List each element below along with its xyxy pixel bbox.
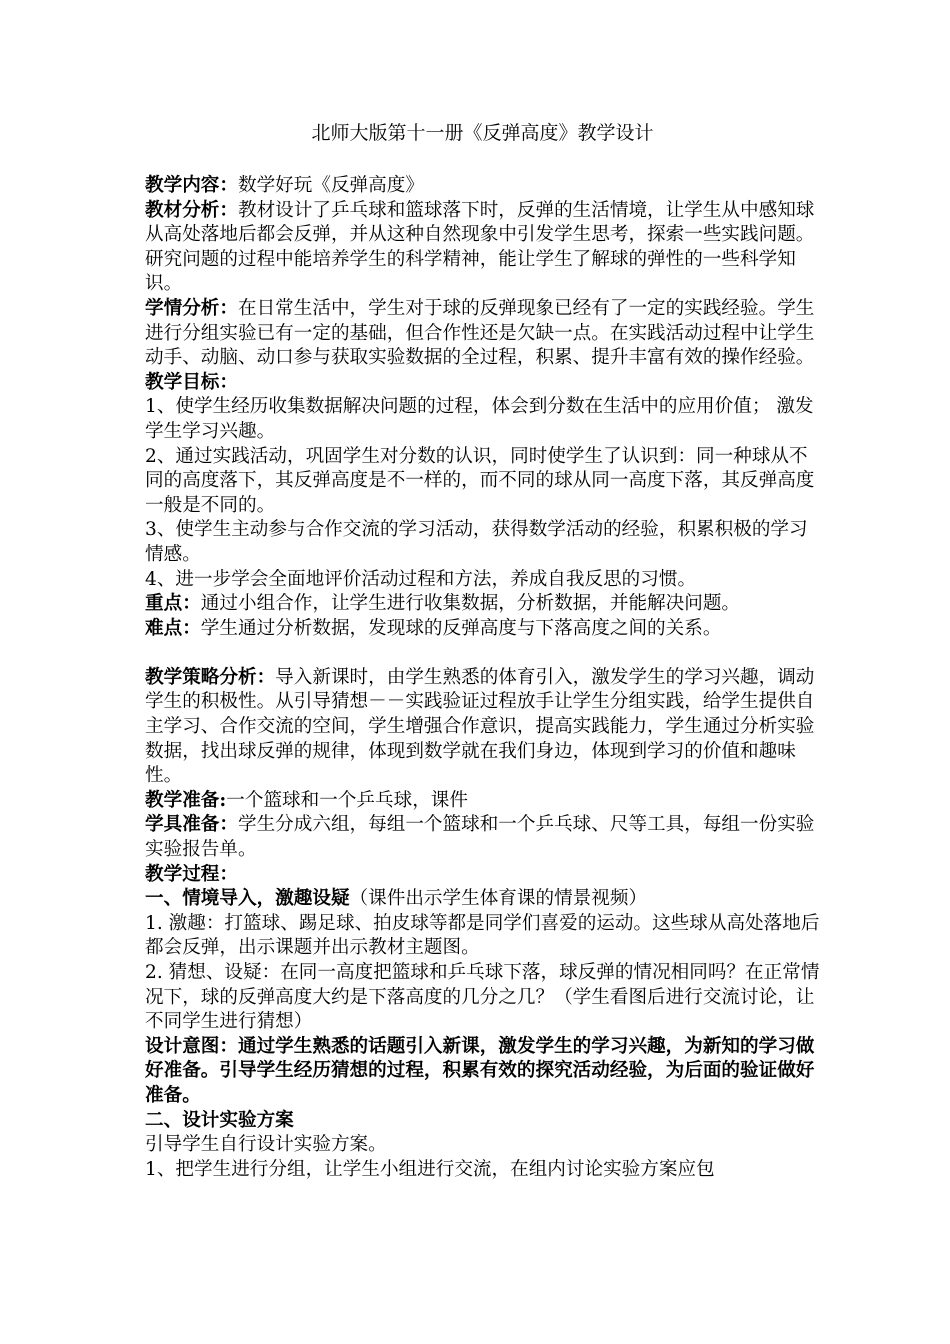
- teaching-process-heading: [145, 863, 820, 888]
- step-2-paragraph: 2. 猜想、设疑：在同一高度把篮球和乒乓球下落，球反弹的情况相同吗？在正常情况下，球的反弹高度大约是下落高度的几分之几？（学生看图后进行交流讨论，让不同学生进行猜想）: [145, 962, 820, 1033]
- teaching-content-paragraph: [145, 174, 820, 199]
- section-2-intro: 引导学生自行设计实验方案。: [145, 1134, 387, 1156]
- document-title: 北师大版第十一册《反弹高度》教学设计: [311, 122, 654, 144]
- section-1-label: 一、情境导入，激趣设疑: [145, 888, 350, 910]
- section-1-note: （课件出示学生体育课的情景视频）: [349, 888, 648, 910]
- document-body: [145, 174, 820, 1182]
- difficulty-text: 学生通过分析数据，发现球的反弹高度与下落高度之间的关系。: [200, 617, 722, 639]
- teaching-content-label: 教学内容：: [145, 175, 238, 196]
- learner-analysis-text: 在日常生活中，学生对于球的反弹现象已经有了一定的实践经验。学生进行分组实验已有一定的基础，但合作性还是欠缺一点。在实践活动过程中让学生动手、动脑、动口参与获取实验数据的全过程，积累、提升丰富有效的操作经验。: [145, 297, 815, 369]
- key-point-paragraph: [145, 592, 820, 617]
- goal-item-2: 2、通过实践活动，巩固学生对分数的认识，同时使学生了认识到：同一种球从不同的高度落下，其反弹高度是不一样的，而不同的球从同一高度下落，其反弹高度一般是不同的。: [145, 445, 815, 516]
- section-2-step-1: 1、把学生进行分组，让学生小组进行交流，在组内讨论实验方案应包: [145, 1158, 715, 1180]
- textbook-analysis-label: 教材分析：: [145, 199, 238, 221]
- section-2-label: 二、设计实验方案: [145, 1109, 294, 1131]
- step-1-paragraph: 1. 激趣：打篮球、踢足球、拍皮球等都是同学们喜爱的运动。这些球从高处落地后都会反弹，出示课题并出示教材主题图。: [145, 912, 820, 959]
- goal-item-3: 3、使学生主动参与合作交流的学习活动，获得数学活动的经验，积累积极的学习情感。: [145, 519, 808, 565]
- strategy-paragraph: [145, 666, 820, 789]
- student-tools-paragraph: [145, 813, 820, 862]
- textbook-analysis-text: 教材设计了乒乓球和篮球落下时，反弹的生活情境，让学生从中感知球从高处落地后都会反弹，并从这种自然现象中引发学生思考，探索一些实践问题。研究问题的过程中能培养学生的科学精神，能让学生了解球的弹性的一些科学知识。: [145, 199, 815, 295]
- teaching-goals-label: 教学目标：: [145, 371, 238, 393]
- teaching-prep-label: 教学准备:: [145, 789, 227, 811]
- difficulty-paragraph: [145, 617, 820, 642]
- teaching-process-label: 教学过程：: [145, 863, 238, 885]
- teaching-prep-text: 一个篮球和一个乒乓球，课件: [226, 789, 468, 811]
- goal-item-1: 1、使学生经历收集数据解决问题的过程，体会到分数在生活中的应用价值； 激发学生学习兴趣。: [145, 396, 814, 442]
- blank-line: [145, 641, 820, 666]
- teaching-goals-heading: [145, 371, 820, 396]
- strategy-label: 教学策略分析：: [145, 666, 276, 688]
- textbook-analysis-paragraph: [145, 199, 820, 297]
- learner-analysis-paragraph: [145, 297, 820, 371]
- design-intent-paragraph: 设计意图：通过学生熟悉的话题引入新课，激发学生的学习兴趣，为新知的学习做好准备。引导学生经历猜想的过程，积累有效的探究活动经验，为后面的验证做好准备。: [145, 1035, 815, 1106]
- difficulty-label: 难点：: [145, 617, 201, 639]
- strategy-text: 导入新课时，由学生熟悉的体育引入，激发学生的学习兴趣，调动学生的积极性。从引导猜想－－实践验证过程放手让学生分组实践，给学生提供自主学习、合作交流的空间，学生增强合作意识，提高实践能力，学生通过分析实验数据，找出球反弹的规律，体现到数学就在我们身边，体现到学习的价值和趣味性。: [145, 666, 815, 787]
- goal-item-4: 4、进一步学会全面地评价活动过程和方法，养成自我反思的习惯。: [145, 568, 697, 590]
- section-1-heading: [145, 887, 820, 912]
- teaching-content-text: 数学好玩《反弹高度》: [237, 175, 424, 196]
- student-tools-label: 学具准备：: [145, 814, 238, 836]
- teaching-prep-paragraph: [145, 789, 820, 814]
- learner-analysis-label: 学情分析：: [145, 297, 238, 319]
- section-2-heading: [145, 1109, 820, 1134]
- student-tools-text: 学生分成六组，每组一个篮球和一个乒乓球、尺等工具，每组一份实验实验报告单。: [145, 814, 815, 861]
- key-point-text: 通过小组合作，让学生进行收集数据，分析数据，并能解决问题。: [200, 593, 741, 615]
- key-point-label: 重点：: [145, 593, 201, 615]
